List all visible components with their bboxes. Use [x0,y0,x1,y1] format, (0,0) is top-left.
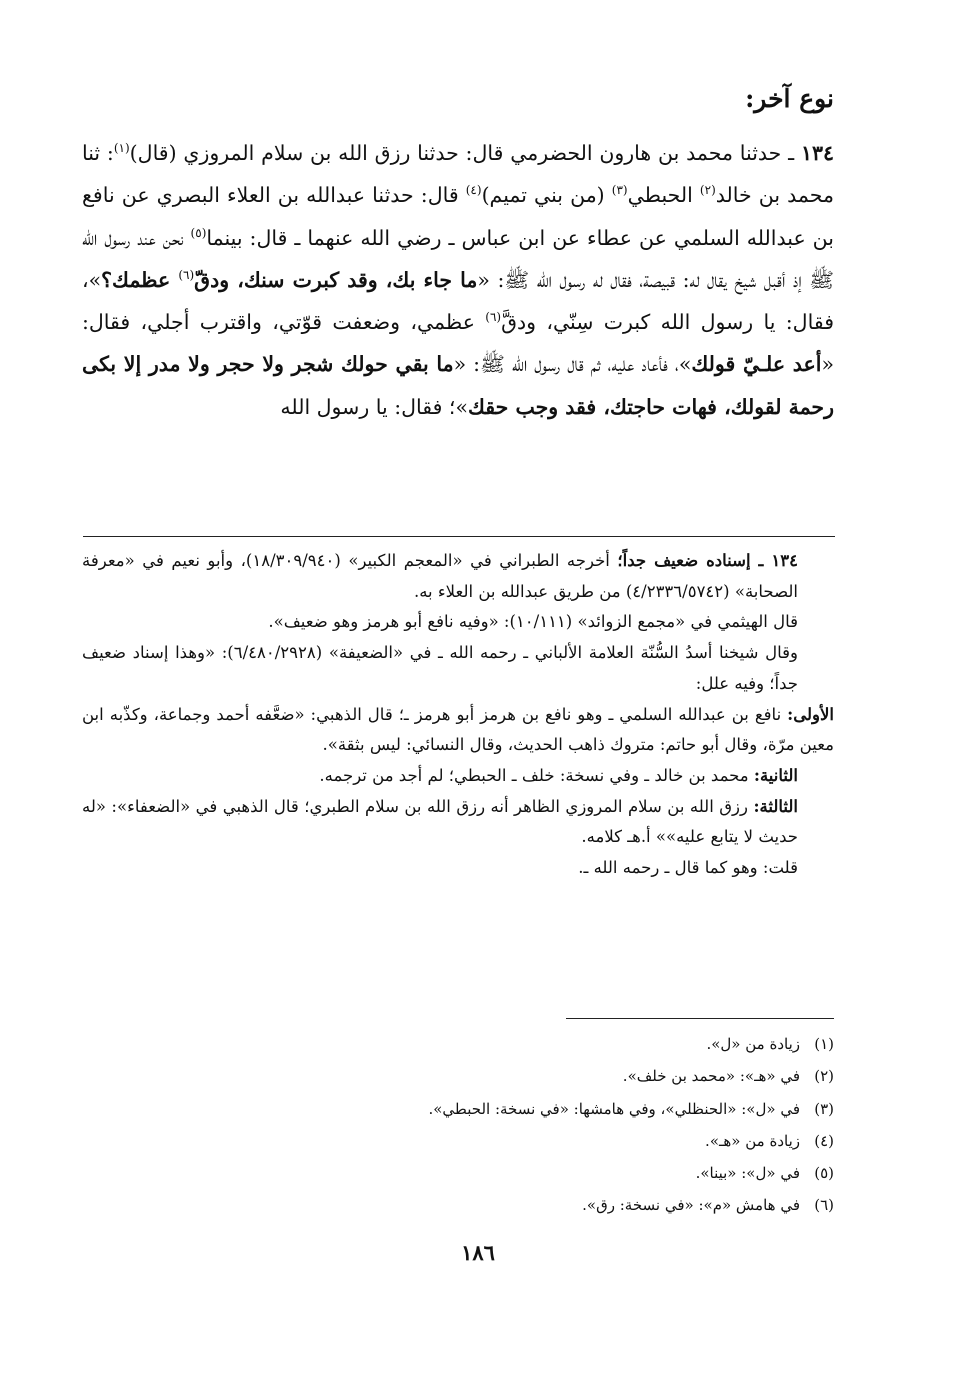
hadith-paragraph [82,132,834,428]
footnote-separator [566,1018,834,1019]
prophetic-speech: ما بقي حولك شجر ولا حجر ولا مدر إلا بكى رحمة لقولك، فهات حاجتك، فقد وجب حقك [82,352,834,419]
footnote-marker: (٦) [485,310,502,325]
main-text-run: »، فقال: يا رسول الله كبرت سِنّي، ودقَّ [82,267,834,335]
defect-third [82,792,834,853]
main-text-run: »، فأعاد عليه، ثم قال رسول الله ﷺ: « [453,352,692,377]
footnote [428,1189,834,1221]
footnote-text: زيادة من «ل». [706,1035,800,1053]
footnote-marker: (٤) [465,183,482,198]
separator-line [83,536,835,537]
commentary-paragraph: قال الهيثمي في «مجمع الزوائد» (١٠/١١١): «وفيه نافع أبو هرمز وهو ضعيف». [268,612,798,632]
page-number: ١٨٦ [461,1240,495,1265]
footnote-text: في «ل»: «الحنظلي»، وفي هامشها: «في نسخة: الحبطي». [428,1099,800,1118]
footnote-number: (٣) [814,1099,834,1118]
footnote-number: (٥) [814,1164,834,1183]
hadith-number: ١٣٤ [771,551,798,570]
commentary-text: رزق الله بن سلام المروزي الظاهر أنه رزق الله بن سلام الطبري؛ قال الذهبي في «الضعفاء»: «له حديث لا يتابع عليه»» أ.هـ كلامه. [82,796,798,847]
footnote-number: (٢) [814,1067,834,1086]
main-text-run: ـ حدثنا محمد بن هارون الحضرمي قال: حدثنا رزق الله بن سلام المروزي (قال) [129,141,801,165]
footnote-text: زيادة من «هـ». [705,1131,800,1150]
main-text-run: (من بني تميم) [481,183,612,208]
footnote [428,1060,834,1092]
prophetic-speech: عظمك؟ [101,267,179,292]
footnote-text: في «ل»: «بينا». [695,1164,800,1183]
prophetic-speech: ما جاء بك، وقد كبرت سنك، ودقّ [194,267,478,292]
defect-first [82,700,834,761]
footnote-marker: (٦) [178,268,195,283]
footnote-number: (٦) [814,1196,834,1215]
commentary-conclusion: قلت: وهو كما قال ـ رحمه الله ـ. [578,858,798,878]
footnote [428,1157,834,1189]
commentary-text: أخرجه الطبراني في «المعجم الكبير» (١٨/٣٠٩/٩٤٠)، وأبو نعيم في «معرفة الصحابة» (٤/٢٣٣٦/٥٧٤٢) من طريق عبدالله بن العلاء به. [82,551,798,601]
defect-label: الأولى: [787,704,834,724]
main-text-run: عظمي، وضعفت قوّتي، واقترب أجلي، فقال: « [82,310,834,377]
commentary-text: نافع بن عبدالله السلمي ـ وهو نافع بن هرمز أبو هرمز ـ؛ قال الذهبي: «ضعَّفه أحمد وجماعة، وكذّبه ابن معين مرّة، وقال أبو حاتم: متروك ذاهب الحديث، وقال النسائي: ليس بثقة». [82,704,834,755]
takhrij-paragraph [82,546,834,607]
footnote-marker: (٢) [699,183,716,198]
defect-label: الثانية: [753,765,798,785]
footnote-number: (٤) [814,1131,834,1150]
footnote-number: (١) [814,1035,834,1053]
footnote-marker: (٥) [190,225,207,240]
commentary-text: محمد بن خالد ـ وفي نسخة: خلف ـ الحبطي؛ لم أجد من ترجمه. [319,765,754,785]
footnote [428,1125,834,1157]
footnote [428,1028,834,1060]
hadith-number: ١٣٤ [800,141,834,165]
footnote-text: في «هـ»: «محمد بن خلف». [622,1067,800,1086]
footnote [428,1093,834,1125]
footnotes [428,1028,834,1222]
main-text-run: نحن عند رسول الله ﷺ إذ أقبل شيخ يقال له: قبيصة، فقال له رسول الله ﷺ: « [82,225,834,292]
main-text-run: »؛ فقال: يا رسول الله [280,394,468,419]
footnote-marker: (٣) [611,183,628,198]
main-text-run: الحبطي [627,183,700,208]
footnote-marker: (١) [113,141,130,156]
defect-label: الثالثة: [753,796,798,816]
commentary-paragraph: وقال شيخنا أسدُ السُّنّة العلامة الألباني ـ رحمه الله ـ في «الضعيفة» (٦/٤٨٠/٢٩٢٨): «وهذا إسناد ضعيف جداً؛ وفيه علل: [82,643,798,693]
defect-second [82,761,834,792]
prophetic-speech: أعد علـيّ قولك [691,352,822,377]
main-text-run: قال: حدثنا عبدالله بن العلاء البصري عن نافع بن عبدالله السلمي عن عطاء عن ابن عباس ـ رضي الله عنهما ـ قال: بينما [82,183,834,250]
footnote-text: في هامش «م»: «في نسخة: رق». [582,1196,800,1215]
section-heading: نوع آخر: [745,84,834,113]
main-text-run: : ثنا محمد بن خالد [82,141,834,208]
commentary [82,546,834,884]
main-text [82,132,834,428]
grading: ـ إسناده ضعيف جداً؛ [617,551,772,570]
